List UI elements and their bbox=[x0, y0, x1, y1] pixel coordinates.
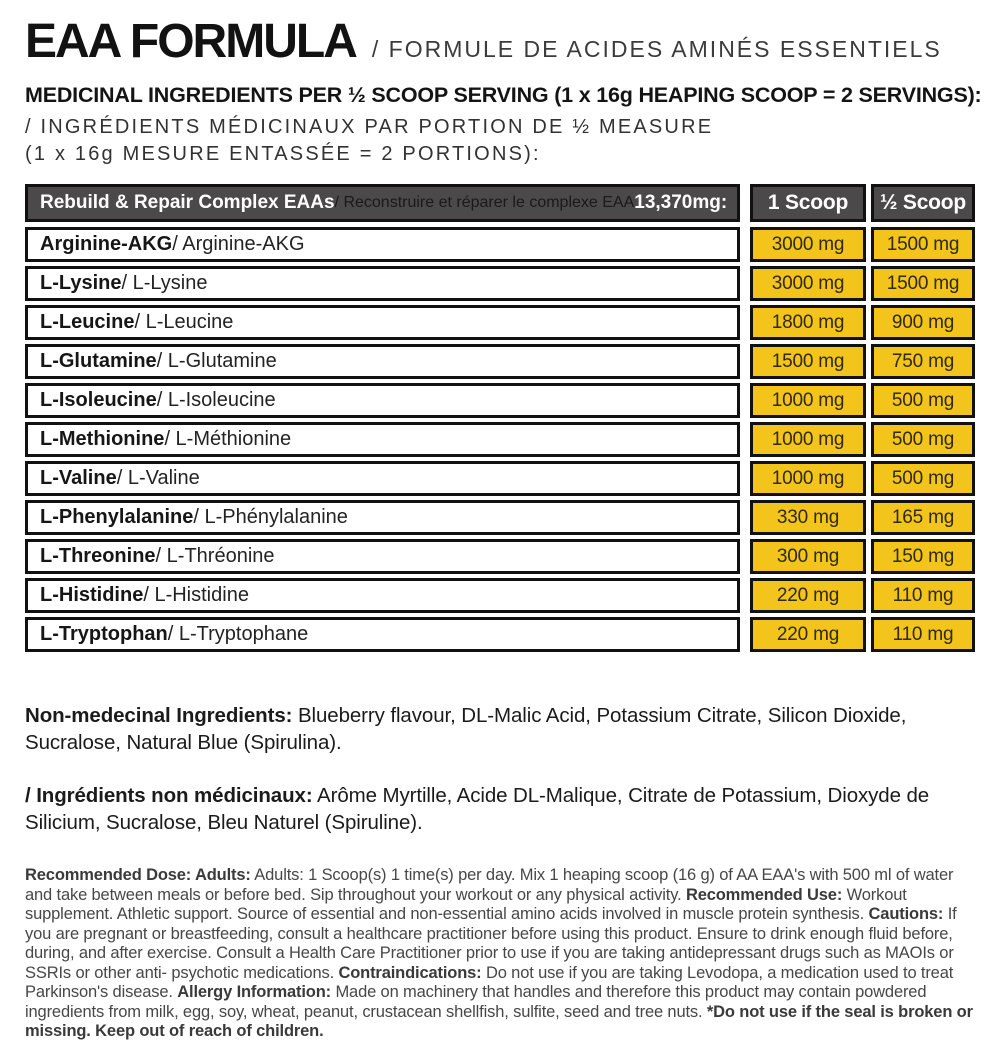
text-run: If you are pregnant or breastfeeding, consult a healthcare practitioner before using this product. Ensure to drink enough fluid before, during, and after exercise. Consult a Health Care Practitioner prior to use if you are taking antidepressant drugs such as MAOIs or SSRIs or other anti- psychotic medications. bbox=[25, 905, 957, 982]
amount-half-scoop: 500 mg bbox=[871, 383, 975, 418]
ingredient-name-en: Arginine-AKG bbox=[40, 233, 173, 255]
medicinal-heading-en: MEDICINAL INGREDIENTS PER ½ SCOOP SERVING (1 x 16g HEAPING SCOOP = 2 SERVINGS): bbox=[25, 83, 982, 107]
column-header-1-scoop: 1 Scoop bbox=[750, 184, 866, 222]
complex-header-cell bbox=[25, 184, 740, 222]
ingredient-name-fr: / Arginine-AKG bbox=[172, 233, 305, 255]
text-run-bold: / Ingrédients non médicinaux: bbox=[25, 784, 313, 807]
ingredient-name-cell bbox=[25, 617, 740, 652]
ingredient-name-fr: / L-Histidine bbox=[143, 584, 249, 606]
text-run: Adults: 1 Scoop(s) 1 time(s) per day. Mix 1 heaping scoop (16 g) of AA EAA's with 500 ml of water and take between meals or before bed. Sip throughout your workout or any physical activity. bbox=[25, 866, 954, 904]
ingredient-name-fr: / L-Lysine bbox=[121, 272, 208, 294]
text-run: Workout supplement. Athletic support. Source of essential and non-essential amino acids involved in muscle protein synthesis. bbox=[25, 885, 907, 923]
ingredient-name-en: L-Methionine bbox=[40, 428, 165, 450]
text-run-bold: Non-medecinal Ingredients: bbox=[25, 704, 293, 727]
text-run-bold: Recommended Dose: Adults: bbox=[25, 866, 251, 884]
ingredient-row bbox=[25, 266, 975, 301]
amount-1-scoop: 1000 mg bbox=[750, 422, 866, 457]
amount-1-scoop: 3000 mg bbox=[750, 227, 866, 262]
ingredient-row bbox=[25, 305, 975, 340]
amount-half-scoop: 1500 mg bbox=[871, 266, 975, 301]
text-run-bold: *Do not use if the seal is broken or missing. Keep out of reach of children. bbox=[25, 1002, 973, 1040]
amount-1-scoop: 1500 mg bbox=[750, 344, 866, 379]
ingredient-name-fr: / L-Thréonine bbox=[155, 545, 275, 567]
ingredient-row bbox=[25, 500, 975, 535]
amount-half-scoop: 150 mg bbox=[871, 539, 975, 574]
ingredient-name-cell bbox=[25, 461, 740, 496]
medicinal-heading-fr-line2: (1 x 16g MESURE ENTASSÉE = 2 PORTIONS): bbox=[25, 143, 541, 165]
ingredient-row bbox=[25, 344, 975, 379]
ingredient-name-cell bbox=[25, 578, 740, 613]
ingredient-row bbox=[25, 383, 975, 418]
amount-1-scoop: 3000 mg bbox=[750, 266, 866, 301]
ingredient-name-fr: / L-Méthionine bbox=[164, 428, 292, 450]
ingredient-name-en: L-Threonine bbox=[40, 545, 156, 567]
amount-1-scoop: 220 mg bbox=[750, 617, 866, 652]
ingredient-row bbox=[25, 539, 975, 574]
amount-1-scoop: 300 mg bbox=[750, 539, 866, 574]
amount-half-scoop: 900 mg bbox=[871, 305, 975, 340]
text-run-bold: 13,370mg: bbox=[634, 192, 728, 213]
column-header-half-scoop: ½ Scoop bbox=[871, 184, 975, 222]
text-run-bold: Cautions: bbox=[868, 905, 944, 923]
amount-half-scoop: 1500 mg bbox=[871, 227, 975, 262]
ingredient-name-cell bbox=[25, 227, 740, 262]
text-run: Made on machinery that handles and therefore this product may contain powdered ingredients from milk, egg, soy, wheat, peanut, crustacean shellfish, sulfite, seed and tree nuts. bbox=[25, 983, 927, 1021]
product-title-fr: / FORMULE DE ACIDES AMINÉS ESSENTIELS bbox=[371, 36, 942, 62]
ingredient-name-en: L-Histidine bbox=[40, 584, 144, 606]
ingredient-row bbox=[25, 578, 975, 613]
ingredient-name-fr: / L-Tryptophane bbox=[167, 623, 309, 645]
ingredients-table bbox=[25, 184, 975, 652]
ingredient-row bbox=[25, 461, 975, 496]
amount-half-scoop: 500 mg bbox=[871, 461, 975, 496]
product-title-block bbox=[25, 15, 975, 68]
ingredient-name-cell bbox=[25, 383, 740, 418]
ingredient-name-cell bbox=[25, 344, 740, 379]
amount-half-scoop: 110 mg bbox=[871, 578, 975, 613]
non-medicinal-ingredients-fr bbox=[25, 782, 975, 836]
ingredient-row bbox=[25, 422, 975, 457]
text-run: / Reconstruire et réparer le complexe EAA bbox=[334, 194, 635, 211]
ingredient-name-en: L-Isoleucine bbox=[40, 389, 157, 411]
text-run-bold: Allergy Information: bbox=[177, 983, 332, 1001]
ingredient-name-cell bbox=[25, 422, 740, 457]
amount-half-scoop: 750 mg bbox=[871, 344, 975, 379]
ingredient-rows bbox=[25, 227, 975, 652]
text-run-bold: Contraindications: bbox=[338, 963, 482, 982]
ingredient-row bbox=[25, 227, 975, 262]
table-header-row bbox=[25, 184, 975, 222]
product-title-en: EAA FORMULA bbox=[25, 15, 356, 68]
ingredient-name-en: L-Leucine bbox=[40, 311, 135, 333]
ingredient-name-fr: / L-Glutamine bbox=[156, 350, 277, 372]
amount-1-scoop: 330 mg bbox=[750, 500, 866, 535]
ingredient-name-cell bbox=[25, 500, 740, 535]
amount-half-scoop: 500 mg bbox=[871, 422, 975, 457]
ingredient-name-en: L-Phenylalanine bbox=[40, 506, 194, 528]
text-run: Arôme Myrtille, Acide DL-Malique, Citrate de Potassium, Dioxyde de Silicium, Sucralose, Bleu Naturel (Spiruline). bbox=[25, 784, 930, 834]
ingredient-name-cell bbox=[25, 305, 740, 340]
amount-1-scoop: 1800 mg bbox=[750, 305, 866, 340]
ingredient-row bbox=[25, 617, 975, 652]
amount-1-scoop: 1000 mg bbox=[750, 383, 866, 418]
ingredient-name-cell bbox=[25, 266, 740, 301]
ingredient-name-en: L-Valine bbox=[40, 467, 117, 489]
ingredient-name-fr: / L-Valine bbox=[116, 467, 200, 489]
text-run-bold: Rebuild & Repair Complex EAAs bbox=[40, 192, 335, 213]
fine-print bbox=[25, 866, 975, 1042]
amount-half-scoop: 110 mg bbox=[871, 617, 975, 652]
ingredient-name-fr: / L-Isoleucine bbox=[156, 389, 276, 411]
ingredient-name-en: L-Glutamine bbox=[40, 350, 157, 372]
text-run: Blueberry flavour, DL-Malic Acid, Potassium Citrate, Silicon Dioxide, Sucralose, Natural Blue (Spirulina). bbox=[25, 704, 907, 754]
ingredient-name-fr: / L-Phénylalanine bbox=[193, 506, 348, 528]
non-medicinal-ingredients-en bbox=[25, 702, 975, 756]
amount-1-scoop: 1000 mg bbox=[750, 461, 866, 496]
text-run-bold: Recommended Use: bbox=[685, 885, 843, 904]
amount-half-scoop: 165 mg bbox=[871, 500, 975, 535]
ingredient-name-en: L-Lysine bbox=[40, 272, 122, 294]
medicinal-heading-fr-line1: / INGRÉDIENTS MÉDICINAUX PAR PORTION DE ½ MEASURE bbox=[25, 116, 714, 138]
ingredient-name-cell bbox=[25, 539, 740, 574]
amount-1-scoop: 220 mg bbox=[750, 578, 866, 613]
text-run: Do not use if you are taking Levodopa, a medication used to treat Parkinson's disease. bbox=[25, 963, 954, 1001]
ingredient-name-fr: / L-Leucine bbox=[134, 311, 234, 333]
ingredient-name-en: L-Tryptophan bbox=[40, 623, 168, 645]
